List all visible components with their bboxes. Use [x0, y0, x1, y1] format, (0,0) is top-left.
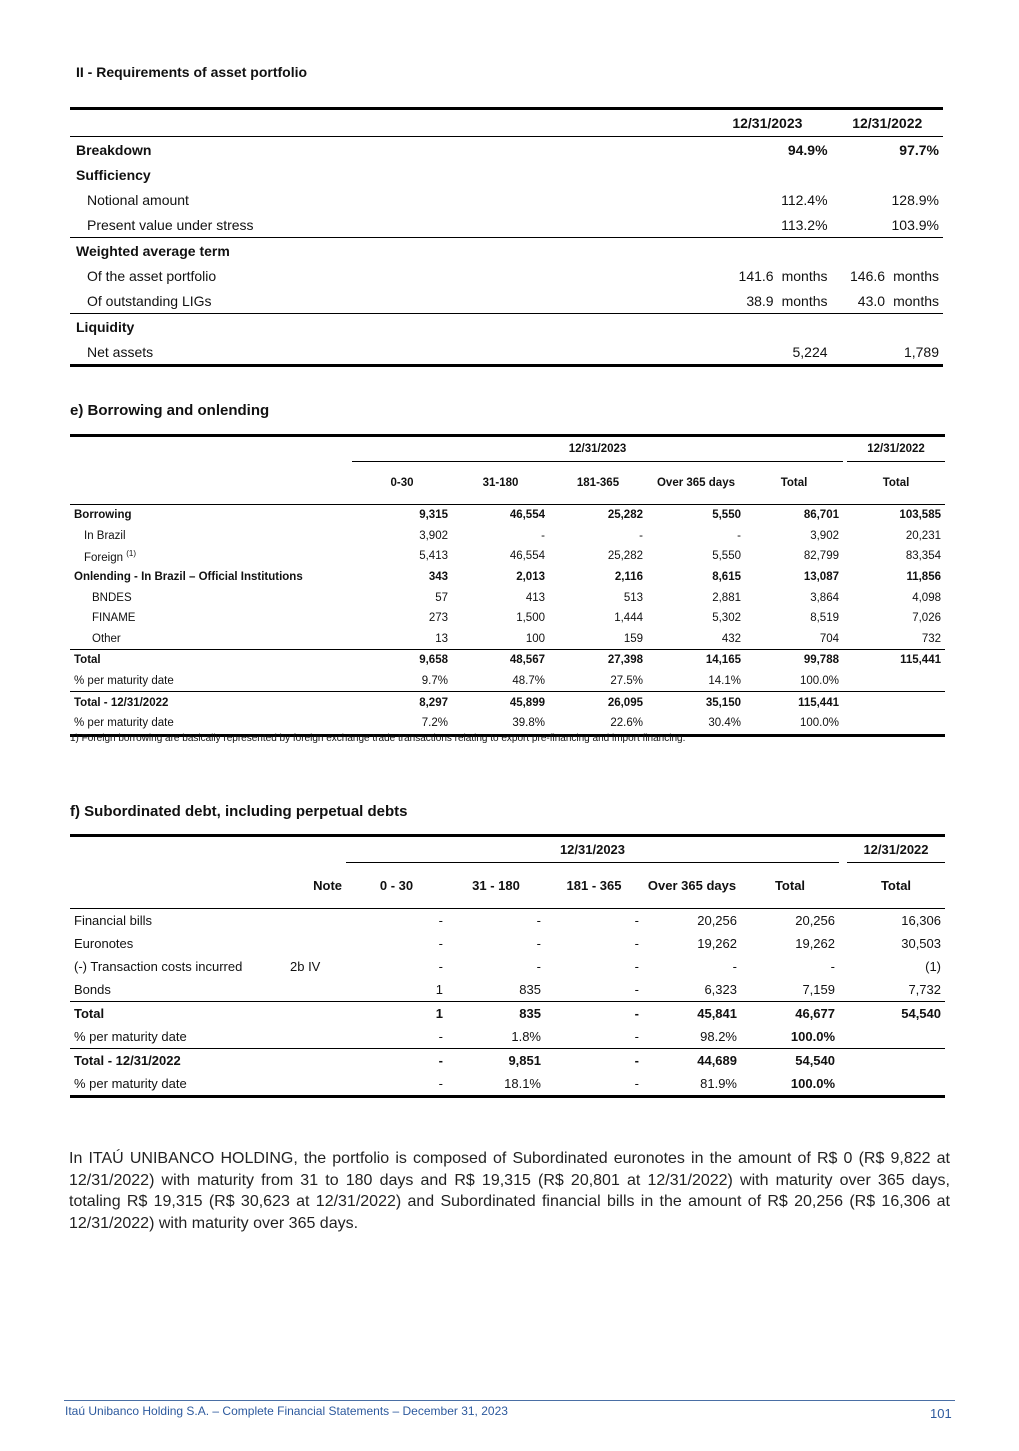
table-cell: - [438, 936, 443, 951]
table-row [70, 1072, 945, 1097]
table-row: Sufficiency [76, 166, 151, 183]
table-cell: 48.7% [512, 675, 545, 688]
table-cell: 6,323 [704, 982, 737, 997]
table-cell: 98.2% [700, 1029, 737, 1044]
asset-portfolio-table [70, 107, 943, 367]
row-label: Borrowing [74, 509, 132, 522]
table-cell: 54,540 [901, 1006, 941, 1021]
table-period-row [70, 436, 945, 462]
table-cell: - [541, 529, 545, 542]
row-label: Euronotes [74, 936, 134, 951]
table-cell: 25,282 [607, 509, 643, 522]
table-cell: 18.1% [504, 1076, 541, 1091]
table-cell: - [634, 1053, 639, 1068]
table-cell: (1) [925, 959, 941, 974]
table-cell [847, 1025, 945, 1049]
table-cell: 273 [428, 612, 448, 625]
table-row [70, 629, 945, 650]
table-cell: - [634, 1029, 639, 1044]
table-row [70, 671, 945, 692]
row-label: Foreign $^{(1)}$ [84, 549, 136, 564]
table-cell: 513 [623, 591, 643, 604]
table-cell: 99,788 [803, 654, 839, 667]
table-cell: 704 [819, 632, 839, 645]
row-label: Other [92, 632, 121, 645]
table-cell: 14,165 [705, 654, 741, 667]
table-cell: 7,026 [912, 612, 941, 625]
table-row [70, 567, 945, 588]
table-cell: - [639, 529, 643, 542]
table-cell: 35,150 [705, 696, 741, 709]
table-cell: 5,550 [712, 509, 741, 522]
note-cell [286, 1025, 346, 1049]
table-cell: 8,519 [810, 612, 839, 625]
table-cell: 83,354 [905, 550, 941, 563]
table-row: Net assets 5,224 1,789 [70, 339, 943, 366]
table-cell: - [634, 913, 639, 928]
table-cell: 100.0% [799, 675, 839, 688]
table-cell: - [536, 913, 541, 928]
borrowing-footnote: 1) Foreign borrowing are basically represented by foreign exchange trade transactions relating to export pre-financing and import financing. [70, 733, 686, 744]
period-2022: 12/31/2022 [847, 436, 945, 462]
table-row [70, 546, 945, 567]
period-2023: 12/31/2023 [346, 836, 839, 863]
table-cell: 19,262 [697, 936, 737, 951]
row-label: (-) Transaction costs incurred [74, 959, 243, 974]
table-row [70, 505, 945, 526]
table-row: Of outstanding LIGs 38.9 months 43.0 months [87, 292, 939, 309]
table-cell: 13 [435, 632, 448, 645]
col-header-2022: 12/31/2022 [852, 115, 923, 131]
table-cell: 1,444 [614, 612, 643, 625]
table-cell [847, 671, 945, 692]
table-cell: 835 [519, 982, 541, 997]
table-cell: - [634, 959, 639, 974]
table-cell: - [438, 959, 443, 974]
section-e-title: e) Borrowing and onlending [70, 402, 270, 419]
table-cell: 20,256 [795, 913, 835, 928]
table-row: Liquidity [70, 314, 943, 340]
table-cell: 25,282 [607, 550, 643, 563]
table-cell: 5,550 [712, 550, 741, 563]
note-cell [286, 1049, 346, 1073]
note-cell [286, 909, 346, 933]
table-cell: 432 [721, 632, 741, 645]
table-cell: 2,881 [712, 591, 741, 604]
table-row [70, 650, 945, 671]
table-cell: 7,732 [908, 982, 941, 997]
table-cell: 115,441 [798, 696, 839, 709]
table-cell: 22.6% [610, 717, 643, 730]
row-label: Total - 12/31/2022 [74, 1053, 181, 1068]
table-cell: 9,658 [419, 654, 448, 667]
table-cell: 14.1% [708, 675, 741, 688]
table-cell: 1.8% [511, 1029, 541, 1044]
table-cell: 100 [525, 632, 545, 645]
table-cell: - [737, 529, 741, 542]
table-cell: - [732, 959, 737, 974]
table-cell: 46,677 [795, 1006, 835, 1021]
table-cell: - [438, 1029, 443, 1044]
table-row: Present value under stress 113.2% 103.9% [87, 216, 939, 233]
table-row [70, 978, 945, 1002]
table-cell: 103,585 [899, 509, 941, 522]
section-f-title: f) Subordinated debt, including perpetual debts [70, 803, 408, 820]
body-paragraph: In ITAÚ UNIBANCO HOLDING, the portfolio is composed of Subordinated euronotes in the amount of R$ 0 (R$ 9,822 at 12/31/2022) with maturity from 31 to 180 days and R$ 19,315 (R$ 20,801 at 12/31/2022) with maturity over 365 days, totaling R$ 19,315 (R$ 30,623 at 12/31/2022) and Subordinated financial bills in the amount of R$ 20,256 (R$ 16,306 at 12/31/2022) with maturity over 365 days. [69, 1150, 950, 1232]
table-cell: 835 [519, 1006, 541, 1021]
row-label: % per maturity date [74, 717, 174, 730]
table-cell: 7.2% [421, 717, 448, 730]
table-row: Notional amount 112.4% 128.9% [87, 191, 939, 208]
note-cell [286, 978, 346, 1002]
row-label: Onlending - In Brazil – Official Institutions [74, 571, 303, 584]
table-cell: 45,841 [697, 1006, 737, 1021]
table-cell: - [634, 982, 639, 997]
table-cell: - [438, 1076, 443, 1091]
table-cell: 26,095 [607, 696, 643, 709]
table-row [70, 1049, 945, 1073]
footer-divider [64, 1400, 955, 1401]
table-cell: 27,398 [607, 654, 643, 667]
table-cell: 81.9% [700, 1076, 737, 1091]
table-cell: 86,701 [803, 509, 839, 522]
table-cell: 3,902 [810, 529, 839, 542]
table-cell [847, 1072, 945, 1097]
table-cell: 9.7% [421, 675, 448, 688]
table-cell: 100.0% [799, 717, 839, 730]
table-cell: 100.0% [790, 1029, 835, 1044]
table-cell: 4,098 [912, 591, 941, 604]
table-row [70, 955, 945, 978]
table-cell: - [634, 1076, 639, 1091]
table-cell: 39.8% [512, 717, 545, 730]
table-row: Breakdown 94.9% 97.7% [76, 141, 939, 158]
table-cell: 82,799 [803, 550, 839, 563]
table-cell: 8,297 [419, 696, 448, 709]
row-label: Total [74, 654, 101, 667]
table-cell: 3,864 [810, 591, 839, 604]
table-row [70, 909, 945, 933]
row-label: FINAME [92, 612, 136, 625]
table-cell: 100.0% [790, 1076, 835, 1091]
table-cell: 1 [435, 982, 443, 997]
page-number: 101 [930, 1406, 952, 1421]
table-row: Of the asset portfolio 141.6 months 146.6 months [87, 267, 939, 284]
table-row [70, 526, 945, 547]
row-label: Total - 12/31/2022 [74, 696, 169, 709]
table-cell: - [438, 913, 443, 928]
table-cell: 44,689 [697, 1053, 737, 1068]
table-cell: 30.4% [708, 717, 741, 730]
table-cell: - [536, 936, 541, 951]
table-cell: 2,013 [516, 571, 545, 584]
footer-text: Itaú Unibanco Holding S.A. – Complete Financial Statements – December 31, 2023 [65, 1404, 508, 1418]
table-cell: - [634, 936, 639, 951]
footnote-marker: (1) [126, 549, 136, 559]
table-header-row: Note 0 - 30 31 - 180 181 - 365 Over 365 days Total Total [70, 863, 945, 909]
table-cell: 2,116 [614, 571, 643, 584]
table-cell: 732 [921, 632, 941, 645]
row-label: % per maturity date [74, 675, 174, 688]
table-cell: 16,306 [901, 913, 941, 928]
table-cell: 413 [525, 591, 545, 604]
table-row [70, 587, 945, 608]
note-cell: 2b IV [290, 959, 321, 974]
table-cell: 46,554 [509, 509, 545, 522]
table-cell: 1,500 [516, 612, 545, 625]
table-cell: 8,615 [712, 571, 741, 584]
table-cell: 9,851 [508, 1053, 541, 1068]
table-row [70, 932, 945, 955]
note-cell [286, 1072, 346, 1097]
row-label: Financial bills [74, 913, 153, 928]
table-cell: - [634, 1006, 639, 1021]
section-ii-title: II - Requirements of asset portfolio [76, 64, 308, 80]
table-cell: 11,856 [906, 571, 941, 584]
period-2023: 12/31/2023 [352, 436, 843, 462]
subordinated-debt-table [70, 834, 945, 1098]
table-header-row: 0-30 31-180 181-365 Over 365 days Total Total [70, 462, 945, 505]
table-row [70, 1025, 945, 1049]
table-cell: 1 [435, 1006, 443, 1021]
row-label: BNDES [92, 591, 132, 604]
table-header-row [70, 109, 943, 137]
table-cell [847, 692, 945, 713]
table-row [70, 692, 945, 713]
note-cell [286, 1002, 346, 1026]
table-row: Weighted average term [70, 238, 943, 264]
table-row [70, 1002, 945, 1026]
period-2022: 12/31/2022 [847, 836, 945, 863]
table-row [70, 608, 945, 629]
table-cell: - [438, 1053, 443, 1068]
table-cell [847, 713, 945, 735]
row-label: % per maturity date [74, 1076, 187, 1091]
table-cell: - [830, 959, 835, 974]
table-cell: 54,540 [795, 1053, 835, 1068]
table-cell: 57 [435, 591, 448, 604]
note-cell [286, 932, 346, 955]
row-label: Bonds [74, 982, 111, 997]
table-cell: 27.5% [610, 675, 643, 688]
table-cell: 7,159 [802, 982, 835, 997]
table-cell: 45,899 [509, 696, 545, 709]
row-label: % per maturity date [74, 1029, 187, 1044]
table-cell: 46,554 [509, 550, 545, 563]
table-cell: 115,441 [900, 654, 941, 667]
table-cell: 159 [623, 632, 643, 645]
table-cell: 19,262 [795, 936, 835, 951]
table-period-row [70, 836, 945, 863]
table-cell: 13,087 [803, 571, 839, 584]
row-label: Total [74, 1006, 105, 1021]
table-row [70, 713, 945, 735]
table-cell: 3,902 [419, 529, 448, 542]
table-cell: 20,256 [697, 913, 737, 928]
borrowing-table [70, 434, 945, 737]
table-cell: 5,413 [419, 550, 448, 563]
table-cell [847, 1049, 945, 1073]
row-label: In Brazil [84, 529, 126, 542]
table-cell: 48,567 [509, 654, 545, 667]
table-cell: 30,503 [901, 936, 941, 951]
col-header-2023: 12/31/2023 [732, 115, 803, 131]
table-cell: 20,231 [905, 529, 941, 542]
table-cell: 5,302 [712, 612, 741, 625]
table-cell: 343 [428, 571, 448, 584]
table-cell: 9,315 [419, 509, 448, 522]
table-cell: - [536, 959, 541, 974]
